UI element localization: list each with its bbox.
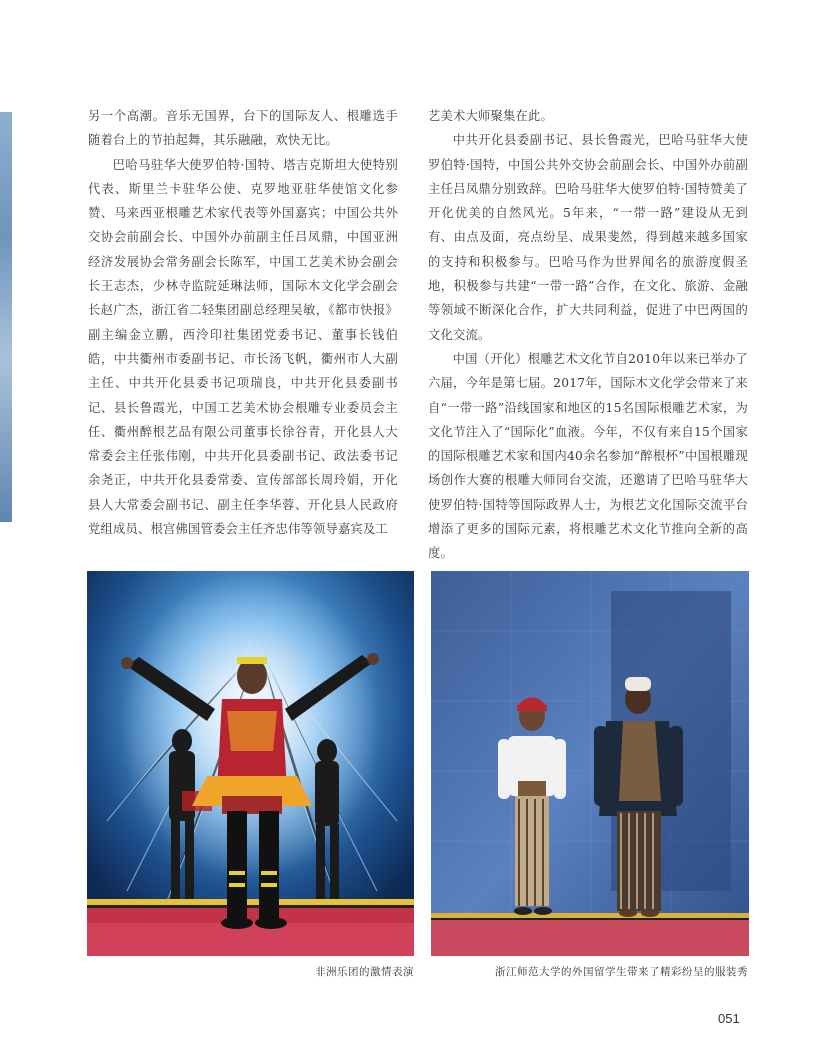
page-number: 051 [718,1011,740,1026]
fashion-show-photo [431,571,749,956]
african-band-photo [87,571,414,956]
photo-caption-right: 浙江师范大学的外国留学生带来了精彩纷呈的服装秀 [495,966,748,978]
paragraph: 艺美术大师聚集在此。 [428,109,553,123]
adjacent-photo-edge [0,112,12,522]
left-text-column [88,104,398,541]
paragraph: 巴哈马驻华大使罗伯特·国特、塔吉克斯坦大使特别代表、斯里兰卡驻华公使、克罗地亚驻华使馆文化参赞、马来西亚根雕艺术家代表等外国嘉宾；中国公共外交协会前副会长、中国外办前副主任吕凤鼎，中国亚洲经济发展协会常务副会长陈军，中国工艺美术协会副会长王志杰，少林寺监院延琳法师，国际木文化学会副会长赵广杰，浙江省二轻集团副总经理吴敏，《都市快报》副主编金立鹏，西泠印社集团党委书记、董事长钱伯皓，中共衢州市委副书记、市长汤飞帆，衢州市人大副主任、中共开化县委书记项瑞良，中共开化县委副书记、县长鲁霞光，中国工艺美术协会根雕专业委员会主任、衢州醉根艺品有限公司董事长徐谷青，开化县人大常委会主任张伟刚，中共开化县委副书记、政法委书记余尧正，中共开化县委常委、宣传部部长周玲娟，开化县人大常委会副书记、副主任李华蓉、开化县人民政府党组成员、根宫佛国管委会主任齐忠伟等领导嘉宾及工 [88,157,398,537]
paragraph: 中国（开化）根雕艺术文化节自2010年以来已举办了六届，今年是第七届。2017年，国际木文化学会带来了来自“一带一路”沿线国家和地区的15名国际根雕艺术家，为文化节注入了“国际化”血液。今年，不仅有来自15个国家的国际根雕艺术家和国内40余名参加“醉根杯”中国根雕现场创作大赛的根雕大师同台交流，还邀请了巴哈马驻华大使罗伯特·国特等国际政界人士，为根艺文化国际交流平台增添了更多的国际元素，将根雕艺术文化节推向全新的高度。 [428,351,748,561]
photo-caption-left: 非洲乐团的激情表演 [315,966,414,978]
paragraph: 另一个高潮。音乐无国界，台下的国际友人、根雕选手随着台上的节拍起舞，其乐融融，欢快无比。 [88,109,398,148]
paragraph: 中共开化县委副书记、县长鲁霞光，巴哈马驻华大使罗伯特·国特，中国公共外交协会前副会长、中国外办前副主任吕凤鼎分别致辞。巴哈马驻华大使罗伯特·国特赞美了开化优美的自然风光。5年来，“一带一路”建设从无到有、由点及面，亮点纷呈、成果斐然，得到越来越多国家的支持和积极参与。巴哈马作为世界闻名的旅游度假圣地，积极参与共建“一带一路”合作，在文化、旅游、金融等领域不断深化合作，扩大共同利益，促进了中巴两国的文化交流。 [428,133,748,342]
right-text-column [428,104,748,566]
